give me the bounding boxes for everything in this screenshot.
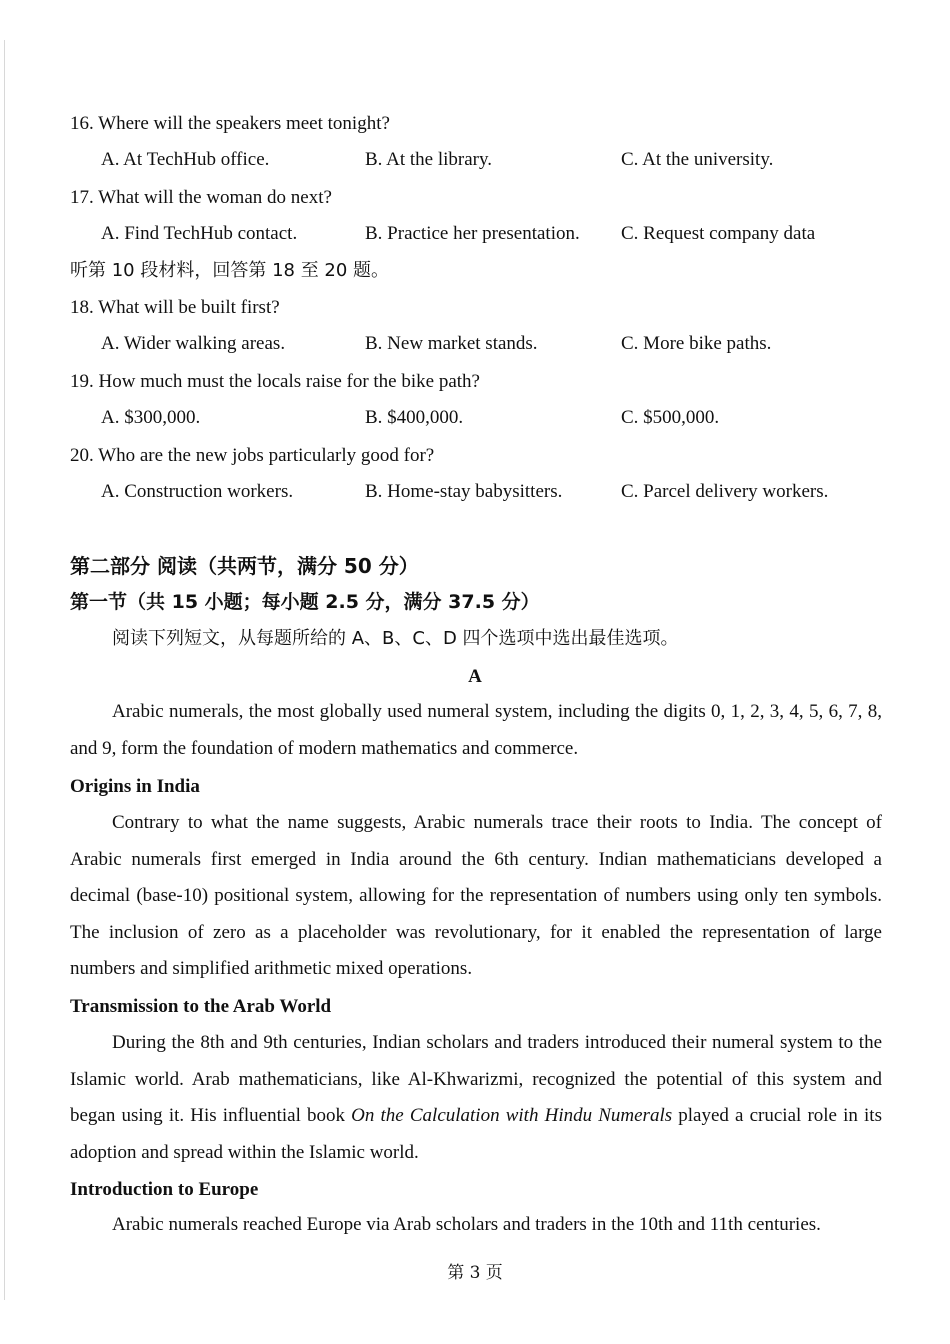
paragraph-origins: Contrary to what the name suggests, Arabic numerals trace their roots to India. The concept of Arabic numerals first emerged in India around the 6th century. Indian mathematicians developed a decimal (base-10) positional system, allowing for the representation of numbers using only ten symbols. The inclusion of zero as a placeholder was revolutionary, for it enabled the representation of large numbers and simplified arithmetic mixed operations.	[70, 812, 882, 980]
question-20-option-b: B. Home-stay babysitters.	[365, 481, 563, 502]
question-19-stem: 19. How much must the locals raise for the bike path?	[70, 371, 480, 392]
intro-paragraph: Arabic numerals, the most globally used numeral system, including the digits 0, 1, 2, 3, 4, 5, 6, 7, 8, and 9, form the foundation of modern mathematics and commerce.	[70, 701, 882, 759]
part-two-title: 第二部分 阅读（共两节，满分 50 分）	[70, 554, 419, 578]
heading-origins: Origins in India	[70, 776, 200, 797]
page-number: 第 3 页	[447, 1263, 503, 1283]
question-17-option-a: A. Find TechHub contact.	[101, 223, 298, 244]
question-20-option-a: A. Construction workers.	[101, 481, 294, 502]
question-17-option-c: C. Request company data	[621, 223, 816, 244]
paragraph-transmission-text-2: played a crucial role in its adoption and spread within the Islamic world.	[70, 1105, 882, 1163]
question-17-stem: 17. What will the woman do next?	[70, 187, 332, 208]
passage-letter: A	[468, 666, 482, 687]
heading-transmission: Transmission to the Arab World	[70, 996, 332, 1017]
question-18-option-c: C. More bike paths.	[621, 333, 772, 354]
question-19-option-a: A. $300,000.	[101, 407, 201, 428]
question-18-option-b: B. New market stands.	[365, 333, 538, 354]
question-16-option-b: B. At the library.	[365, 149, 492, 170]
paragraph-europe: Arabic numerals reached Europe via Arab scholars and traders in the 10th and 11th centuries.	[112, 1214, 821, 1235]
section-one-title: 第一节（共 15 小题；每小题 2.5 分，满分 37.5 分）	[70, 591, 540, 613]
paragraph-transmission	[70, 1025, 882, 1171]
reading-instruction: 阅读下列短文，从每题所给的 A、B、C、D 四个选项中选出最佳选项。	[112, 628, 679, 649]
question-16-stem: 16. Where will the speakers meet tonight?	[70, 113, 390, 134]
book-title: On the Calculation with Hindu Numerals	[351, 1105, 673, 1127]
paragraph-transmission-text-1: During the 8th and 9th centuries, Indian scholars and traders introduced their numeral system to the Islamic world. Arab mathematicians, like Al-Khwarizmi, recognized the potential of this system and began using it. His influential book	[70, 1032, 882, 1127]
question-20-option-c: C. Parcel delivery workers.	[621, 481, 829, 502]
question-20-stem: 20. Who are the new jobs particularly good for?	[70, 445, 435, 466]
heading-europe: Introduction to Europe	[70, 1179, 259, 1200]
listening-instruction: 听第 10 段材料，回答第 18 至 20 题。	[70, 260, 390, 281]
question-16-option-a: A. At TechHub office.	[101, 149, 270, 170]
question-19-option-b: B. $400,000.	[365, 407, 464, 428]
question-16-option-c: C. At the university.	[621, 149, 774, 170]
question-18-option-a: A. Wider walking areas.	[101, 333, 286, 354]
question-17-option-b: B. Practice her presentation.	[365, 223, 580, 244]
question-18-stem: 18. What will be built first?	[70, 297, 280, 318]
question-19-option-c: C. $500,000.	[621, 407, 720, 428]
